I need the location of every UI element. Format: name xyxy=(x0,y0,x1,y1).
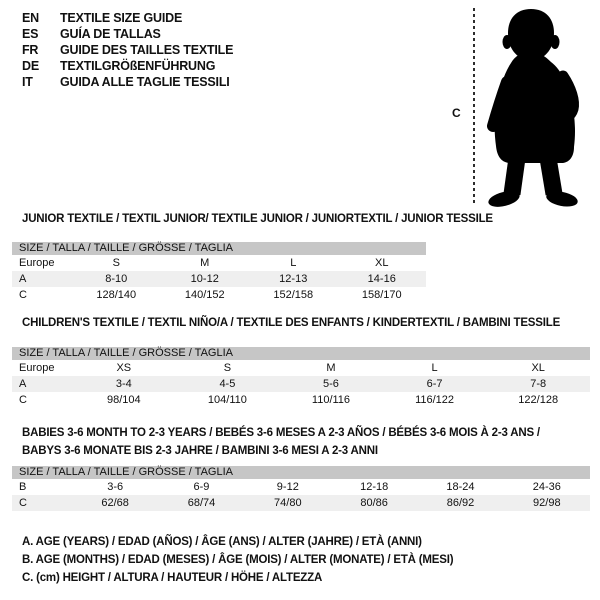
table-row xyxy=(12,376,590,392)
cell-value: 68/74 xyxy=(187,497,216,509)
cell-value: 104/110 xyxy=(207,394,247,406)
footnotes xyxy=(22,533,453,587)
size-table-junior xyxy=(12,242,426,303)
size-table-section-junior xyxy=(12,212,493,303)
language-row-es xyxy=(22,26,233,42)
table-head xyxy=(12,347,590,360)
row-label: B xyxy=(19,481,27,493)
table-row xyxy=(12,479,590,495)
size-header-bar: SIZE / TALLA / TAILLE / GRÖSSE / TAGLIA xyxy=(12,242,426,255)
size-header-bar: SIZE / TALLA / TAILLE / GRÖSSE / TAGLIA xyxy=(12,347,590,360)
size-header-row xyxy=(12,242,426,255)
cell-value: 8-10 xyxy=(105,273,128,285)
language-row-fr xyxy=(22,42,233,58)
table-body xyxy=(12,479,590,511)
cell-value: 74/80 xyxy=(274,497,302,509)
cell-value: 12-13 xyxy=(279,273,308,285)
cell-value: 12-18 xyxy=(360,481,389,493)
footnote-c: C. (cm) HEIGHT / ALTURA / HAUTEUR / HÖHE / ALTEZZA xyxy=(22,572,323,584)
cell-value: 86/92 xyxy=(446,497,475,509)
table-row xyxy=(12,392,590,408)
language-list xyxy=(22,10,233,90)
row-label: Europe xyxy=(19,362,55,374)
cell-value: 24-36 xyxy=(532,481,561,493)
cell-value: 3-6 xyxy=(107,481,124,493)
cell-value: 158/170 xyxy=(361,289,402,301)
row-label: C xyxy=(19,289,27,301)
cell-value: 6-9 xyxy=(193,481,210,493)
cell-value: 7-8 xyxy=(530,378,547,390)
size-table-section-children xyxy=(12,316,590,408)
language-title: GUIDE DES TAILLES TEXTILE xyxy=(60,43,234,57)
language-code: FR xyxy=(22,43,39,57)
table-row xyxy=(12,287,426,303)
cell-value: S xyxy=(112,257,120,269)
footnote-a: A. AGE (YEARS) / EDAD (AÑOS) / ÂGE (ANS) / ALTER (JAHRE) / ETÀ (ANNI) xyxy=(22,536,422,548)
cell-value: 140/152 xyxy=(184,289,225,301)
language-title: TEXTILGRÖßENFÜHRUNG xyxy=(60,59,216,73)
cell-value: 152/158 xyxy=(273,289,314,301)
cell-value: 4-5 xyxy=(219,378,236,390)
table-row xyxy=(12,360,590,376)
cell-value: 116/122 xyxy=(415,394,455,406)
table-title: BABYS 3-6 MONATE BIS 2-3 JAHRE / BAMBINI 3-6 MESI A 2-3 ANNI xyxy=(22,445,378,457)
height-measure-label: C xyxy=(452,106,461,120)
language-row-it xyxy=(22,74,233,90)
language-row-de xyxy=(22,58,233,74)
cell-value: 62/68 xyxy=(101,497,129,509)
size-table-children xyxy=(12,347,590,408)
table-row xyxy=(12,255,426,271)
baby-silhouette-icon xyxy=(483,6,593,213)
row-label: Europe xyxy=(19,257,55,269)
cell-value: S xyxy=(223,362,232,374)
table-title: BABIES 3-6 MONTH TO 2-3 YEARS / BEBÉS 3-6 MESES A 2-3 AÑOS / BÉBÉS 3-6 MOIS À 2-3 ANS / xyxy=(22,427,540,439)
size-header-bar: SIZE / TALLA / TAILLE / GRÖSSE / TAGLIA xyxy=(12,466,590,479)
cell-value: 6-7 xyxy=(426,378,443,390)
table-head xyxy=(12,466,590,479)
row-label: C xyxy=(19,394,27,406)
cell-value: 10-12 xyxy=(190,273,219,285)
cell-value: 5-6 xyxy=(323,378,339,390)
cell-value: M xyxy=(326,362,336,374)
cell-value: 92/98 xyxy=(533,497,561,509)
table-head xyxy=(12,242,426,255)
table-body xyxy=(12,360,590,408)
cell-value: 98/104 xyxy=(106,394,141,406)
cell-value: 128/140 xyxy=(96,289,137,301)
cell-value: 18-24 xyxy=(446,481,475,493)
language-code: EN xyxy=(22,11,39,25)
table-row xyxy=(12,271,426,287)
language-row-en xyxy=(22,10,233,26)
language-title: TEXTILE SIZE GUIDE xyxy=(60,11,183,25)
cell-value: M xyxy=(200,257,210,269)
table-title: CHILDREN'S TEXTILE / TEXTIL NIÑO/A / TEXTILE DES ENFANTS / KINDERTEXTIL / BAMBINI TESSILE xyxy=(22,317,561,329)
cell-value: L xyxy=(290,257,297,269)
row-label: A xyxy=(19,378,27,390)
table-title: JUNIOR TEXTILE / TEXTIL JUNIOR/ TEXTILE JUNIOR / JUNIORTEXTIL / JUNIOR TESSILE xyxy=(22,213,493,225)
cell-value: 122/128 xyxy=(518,394,559,406)
language-code: DE xyxy=(22,59,39,73)
row-label: C xyxy=(19,497,27,509)
language-title: GUÍA DE TALLAS xyxy=(60,27,161,41)
cell-value: XL xyxy=(531,362,545,374)
footnote-b: B. AGE (MONTHS) / EDAD (MESES) / ÂGE (MOIS) / ALTER (MONATE) / ETÀ (MESI) xyxy=(22,554,454,566)
size-table-babies xyxy=(12,466,590,511)
cell-value: 3-4 xyxy=(115,378,132,390)
language-code: IT xyxy=(22,75,33,89)
size-header-row xyxy=(12,466,590,479)
size-header-row xyxy=(12,347,590,360)
height-measure-dashed-line xyxy=(473,8,475,206)
cell-value: L xyxy=(431,362,438,374)
language-code: ES xyxy=(22,27,39,41)
table-row xyxy=(12,495,590,511)
cell-value: XS xyxy=(116,362,132,374)
cell-value: 110/116 xyxy=(311,394,351,406)
cell-value: 9-12 xyxy=(276,481,299,493)
cell-value: XL xyxy=(375,257,389,269)
row-label: A xyxy=(19,273,27,285)
table-body xyxy=(12,255,426,303)
cell-value: 14-16 xyxy=(367,273,396,285)
cell-value: 80/86 xyxy=(360,497,388,509)
language-title: GUIDA ALLE TAGLIE TESSILI xyxy=(60,75,230,89)
size-table-section-babies xyxy=(12,424,590,511)
